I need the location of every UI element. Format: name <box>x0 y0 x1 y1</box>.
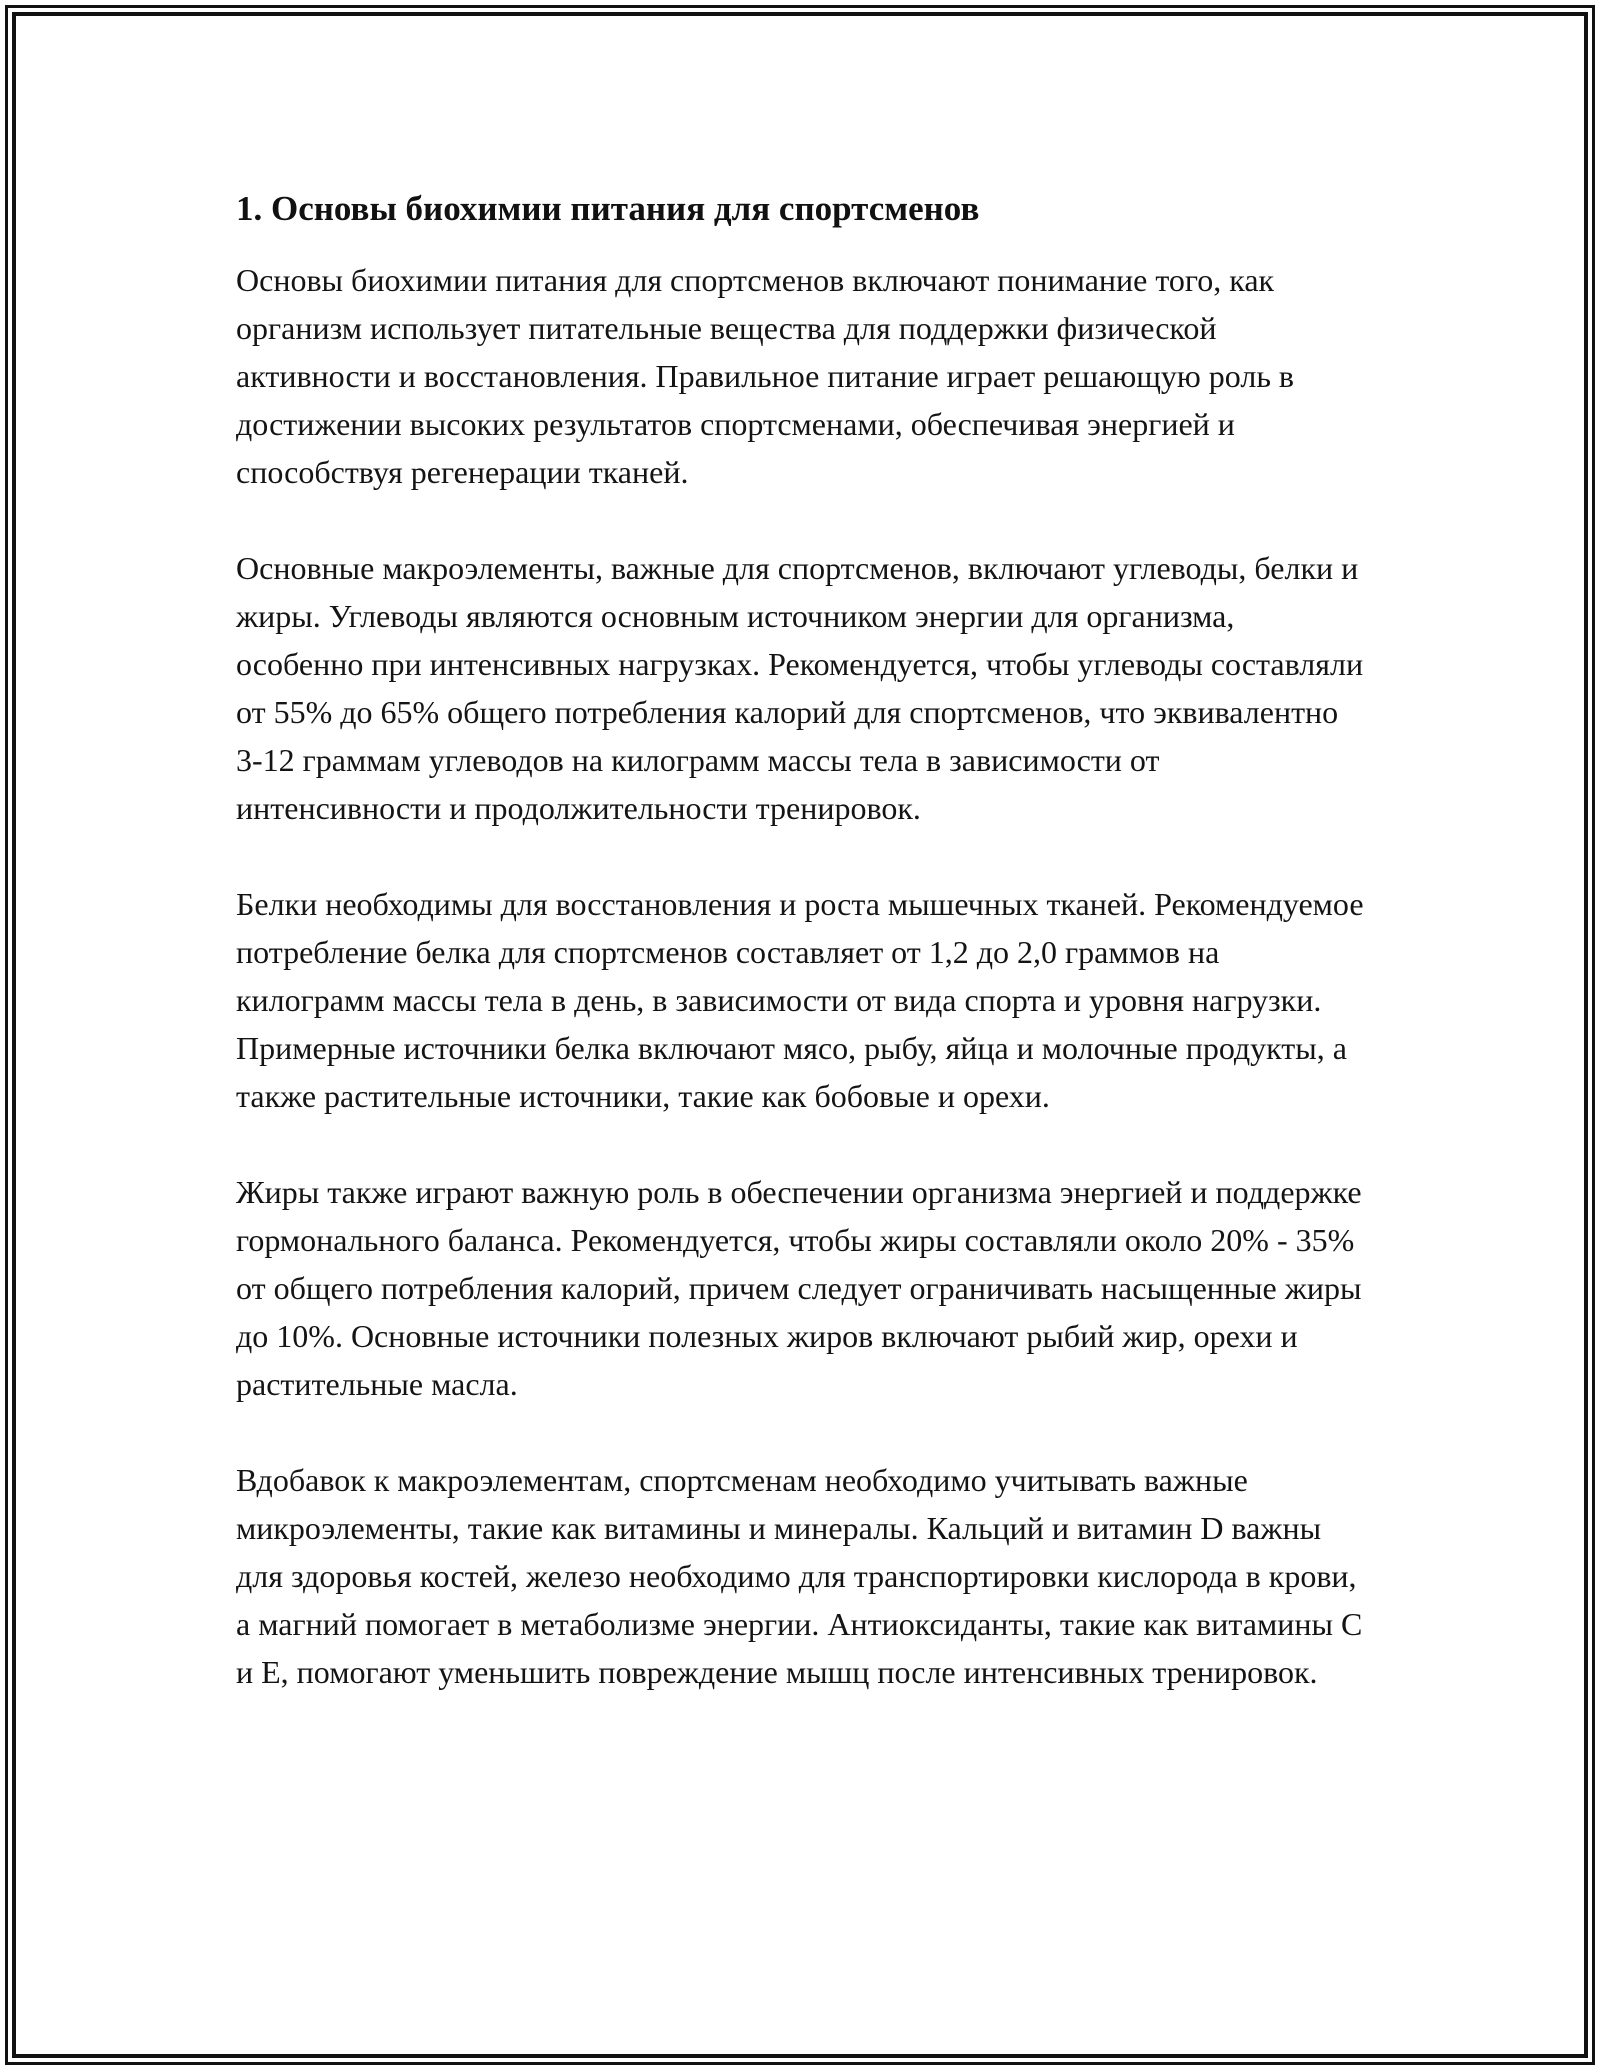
paragraph-micronutrients: Вдобавок к макроэлементам, спортсменам необходимо учитывать важные микроэлементы, такие как витамины и минералы. Кальций и витамин D важны для здоровья костей, железо необходимо для транспортировки кислорода в крови, а магний помогает в метаболизме энергии. Антиоксиданты, такие как витамины C и E, помогают уменьшить повреждение мышц после интенсивных тренировок. <box>236 1462 1363 1690</box>
section-title: 1. Основы биохимии питания для спортсменов <box>236 189 980 228</box>
paragraph-nutrition-basics: Основы биохимии питания для спортсменов включают понимание того, как организм использует питательные вещества для поддержки физической активности и восстановления. Правильное питание играет решающую роль в достижении высоких результатов спортсменами, обеспечивая энергией и способствуя регенерации тканей. <box>236 262 1295 490</box>
paragraph-fats: Жиры также играют важную роль в обеспечении организма энергией и поддержке гормонального баланса. Рекомендуется, чтобы жиры составляли около 20% - 35% от общего потребления калорий, причем следует ограничивать насыщенные жиры до 10%. Основные источники полезных жиров включают рыбий жир, орехи и растительные масла. <box>236 1174 1362 1402</box>
document-body <box>236 188 1366 1696</box>
paragraph-carbohydrates: Основные макроэлементы, важные для спортсменов, включают углеводы, белки и жиры. Углеводы являются основным источником энергии для организма, особенно при интенсивных нагрузках. Рекомендуется, чтобы углеводы составляли от 55% до 65% общего потребления калорий для спортсменов, что эквивалентно 3-12 граммам углеводов на килограмм массы тела в зависимости от интенсивности и продолжительности тренировок. <box>236 550 1364 826</box>
paragraph-proteins: Белки необходимы для восстановления и роста мышечных тканей. Рекомендуемое потребление белка для спортсменов составляет от 1,2 до 2,0 граммов на килограмм массы тела в день, в зависимости от вида спорта и уровня нагрузки. Примерные источники белка включают мясо, рыбу, яйца и молочные продукты, а также растительные источники, такие как бобовые и орехи. <box>236 886 1364 1114</box>
